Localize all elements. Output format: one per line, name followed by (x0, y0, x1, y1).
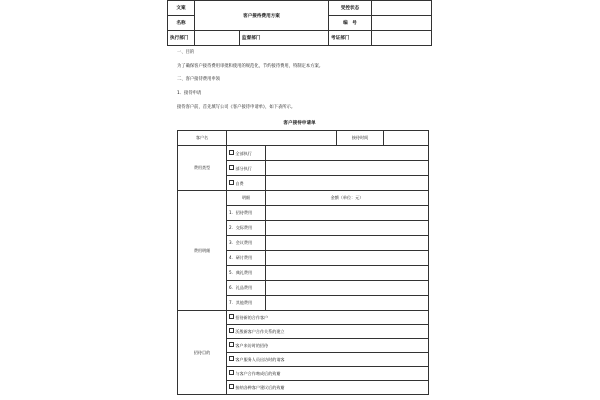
exec-dept-label: 执行部门 (168, 31, 195, 46)
purpose-option[interactable]: 客户来访时的招待 (227, 339, 429, 353)
supervise-dept-label: 监督部门 (240, 31, 329, 46)
checkbox-icon[interactable] (229, 342, 234, 347)
fee-type-label: 费用类型 (178, 146, 227, 191)
number-value (372, 16, 432, 31)
status-value (372, 1, 432, 16)
section-heading: 一、目的 (177, 50, 195, 55)
document-page (167, 0, 432, 400)
checkbox-icon[interactable] (229, 356, 234, 361)
purpose-option[interactable]: 沃殷新客户合作关系的建立 (227, 325, 429, 339)
audit-dept-value (372, 31, 432, 46)
fee-type-blank (266, 146, 429, 161)
checkbox-icon[interactable] (229, 328, 234, 333)
customer-name-field[interactable] (227, 131, 337, 146)
document-title: 客户接待费用方案 (195, 1, 329, 31)
checkbox-icon[interactable] (229, 180, 234, 185)
reception-time-field[interactable] (384, 131, 429, 146)
amount-header: 金额（单位：元） (266, 191, 429, 206)
paragraph: 接待客户前，首先填写公司《客户接待申请单》，如下表所示。 (177, 105, 296, 110)
header-table (167, 0, 432, 46)
fee-detail-label: 费用明细 (178, 191, 227, 311)
checkbox-icon[interactable] (229, 384, 234, 389)
audit-dept-label: 考证部门 (329, 31, 372, 46)
title-label-top: 文案 (168, 1, 195, 16)
amount-field[interactable] (266, 206, 429, 221)
title-label-bottom: 名称 (168, 16, 195, 31)
detail-header: 明细 (227, 191, 266, 206)
checkbox-icon[interactable] (229, 370, 234, 375)
checkbox-icon[interactable] (229, 165, 234, 170)
checkbox-icon[interactable] (229, 150, 234, 155)
purpose-option[interactable]: 与客户合作吻成后的致谢 (227, 367, 429, 381)
fee-type-option[interactable]: 自费 (227, 176, 266, 191)
detail-item: 4．研讨费用 (227, 251, 266, 266)
amount-field[interactable] (266, 296, 429, 311)
application-form (177, 130, 429, 395)
fee-type-blank (266, 176, 429, 191)
checkbox-icon[interactable] (229, 314, 234, 319)
amount-field[interactable] (266, 266, 429, 281)
reception-time-label: 接待时间 (337, 131, 384, 146)
detail-item: 5．典礼费用 (227, 266, 266, 281)
amount-field[interactable] (266, 221, 429, 236)
detail-item: 7．其他费用 (227, 296, 266, 311)
detail-item: 1．招待费用 (227, 206, 266, 221)
paragraph: 为了确保客户接待费用审批和使用的规范化，节约接待费用，特制定本方案。 (177, 64, 324, 69)
fee-type-option[interactable]: 全部执行 (227, 146, 266, 161)
amount-field[interactable] (266, 251, 429, 266)
fee-type-blank (266, 161, 429, 176)
customer-name-label: 客户名 (178, 131, 227, 146)
purpose-option[interactable]: 招待新的合作客户 (227, 311, 429, 325)
purpose-option[interactable]: 接纳各种客户建议后的致谢 (227, 381, 429, 395)
form-title: 客户接待申请单 (283, 121, 316, 126)
detail-item: 3．会议费用 (227, 236, 266, 251)
amount-field[interactable] (266, 281, 429, 296)
subsection-heading: 1．接待申请 (177, 91, 202, 96)
exec-dept-value (195, 31, 240, 46)
detail-item: 2．交际费用 (227, 221, 266, 236)
status-label: 受控状态 (329, 1, 372, 16)
amount-field[interactable] (266, 236, 429, 251)
number-label: 编 号 (329, 16, 372, 31)
fee-type-option[interactable]: 部分执行 (227, 161, 266, 176)
detail-item: 6．礼品费用 (227, 281, 266, 296)
purpose-label: 招待目的 (178, 311, 227, 395)
purpose-option[interactable]: 客户服务人员出访时的请客 (227, 353, 429, 367)
section-heading: 二、客户接待费用申领 (177, 77, 220, 82)
